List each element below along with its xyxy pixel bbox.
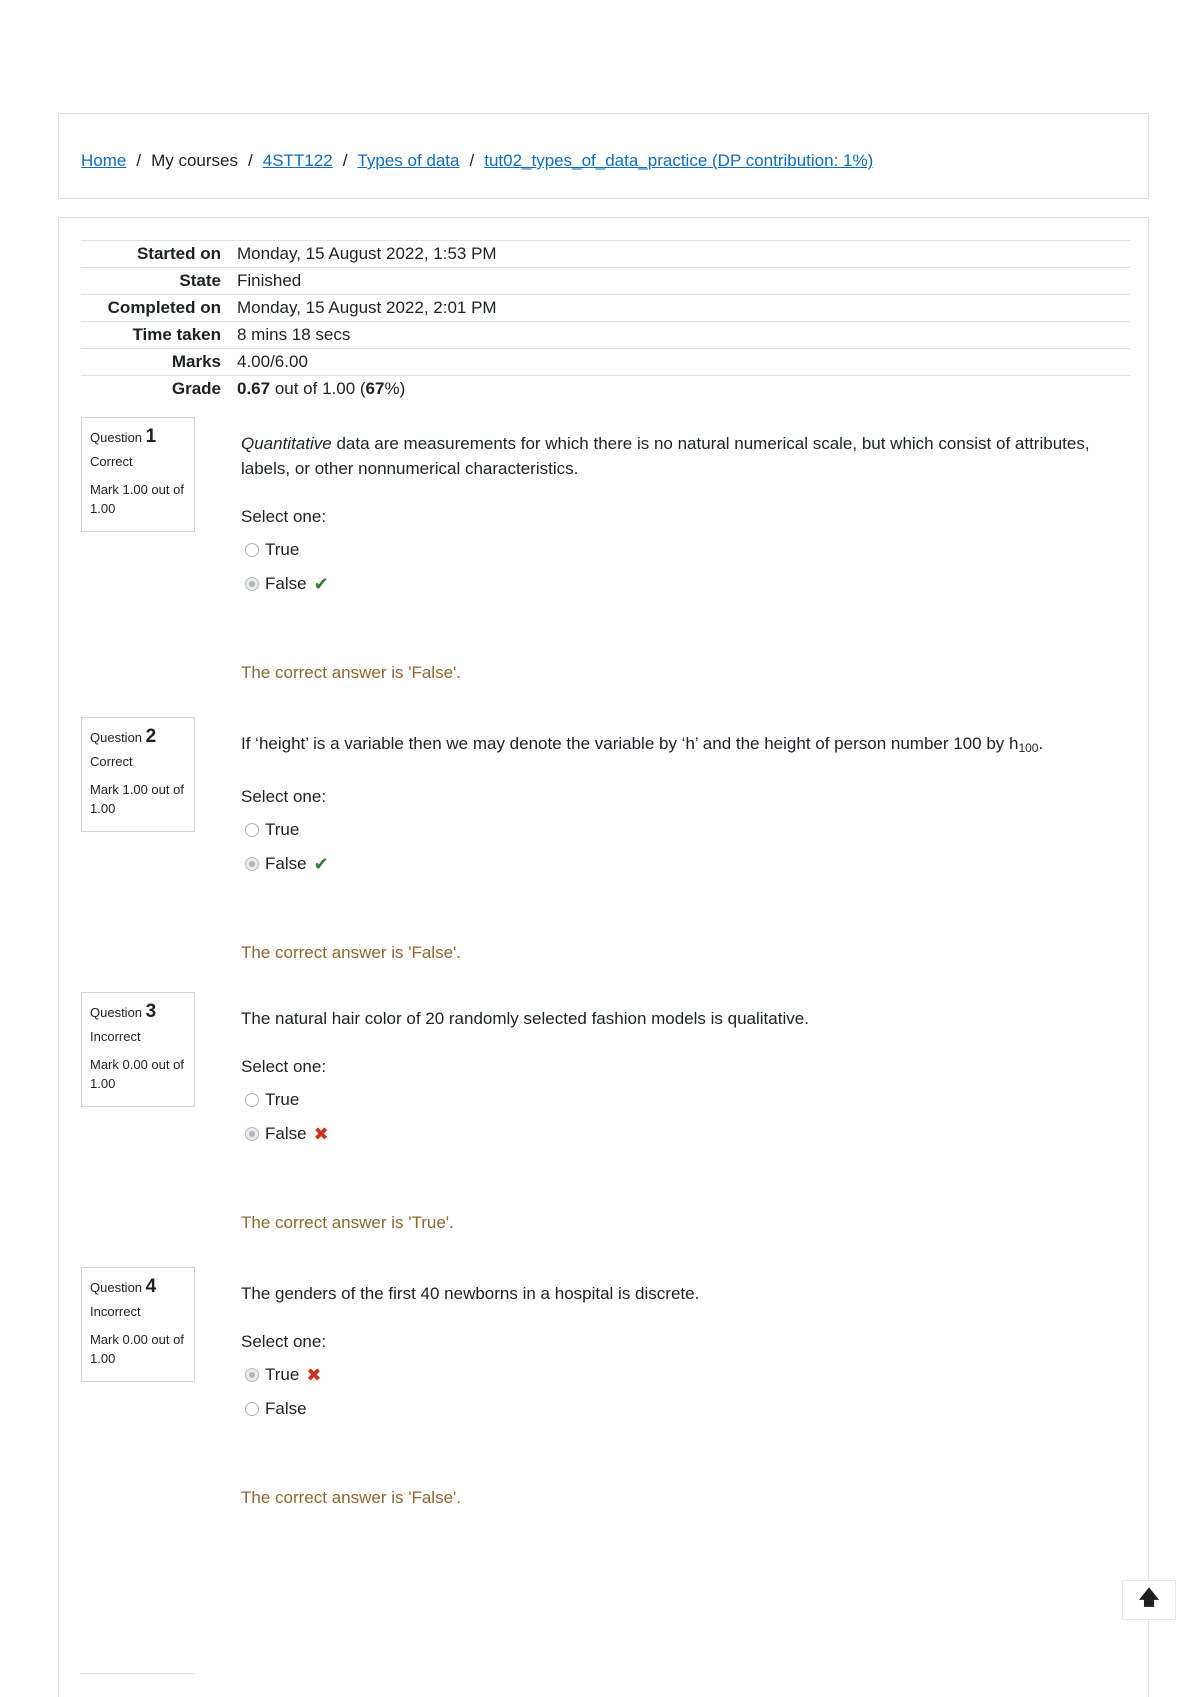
radio-false-checked[interactable] [245,577,259,591]
summary-row-started [81,240,1131,267]
quiz-review-region [58,217,1149,1697]
answer-options [241,533,1131,601]
breadcrumb-my-courses: My courses [151,151,239,170]
question-grade: Mark 1.00 out of 1.00 [90,782,184,816]
question-number-value: 2 [145,726,157,747]
correct-check-icon: ✔ [313,573,329,594]
question-state: Correct [90,754,133,769]
question-number [90,726,186,748]
radio-true[interactable] [245,823,259,837]
question-content [241,717,1131,963]
option-true-label: True [265,1090,300,1109]
question-number-value: 3 [145,1001,157,1022]
select-one-prompt: Select one: [241,507,327,526]
summary-row-marks [81,348,1131,375]
marks-label: Marks [171,352,221,371]
question-info [81,992,195,1107]
option-false[interactable] [241,1392,1131,1426]
question-number-value: 1 [145,426,157,447]
question-word: Question [90,430,143,445]
question-word: Question [90,1005,143,1020]
select-one-prompt: Select one: [241,1057,327,1076]
right-answer-feedback: The correct answer is 'False'. [241,663,462,682]
select-one-prompt: Select one: [241,1332,327,1351]
option-false-label: False [265,854,307,873]
question-info [81,1267,195,1382]
question-text-rest: data are measurements for which there is no natural numerical scale, but which consist of attributes, labels, or other nonnumerical characteristics. [241,434,1090,478]
summary-row-grade [81,375,1131,402]
answer-options [241,1083,1131,1151]
grade-value [236,379,405,399]
question-grade: Mark 0.00 out of 1.00 [90,1332,184,1366]
option-true[interactable] [241,1083,1131,1117]
option-false[interactable] [241,847,1131,881]
option-false-label: False [265,574,307,593]
radio-true[interactable] [245,1093,259,1107]
grade-mid: out of 1.00 ( [270,379,366,398]
state-value: Finished [237,271,302,290]
time-taken-label: Time taken [132,325,221,344]
question-text-end: . [1038,734,1044,753]
radio-false[interactable] [245,1402,259,1416]
next-question-stub-divider [80,1673,194,1674]
breadcrumb-home-link[interactable]: Home [81,151,127,170]
question-number [90,426,186,448]
right-answer-feedback: The correct answer is 'False'. [241,943,462,962]
breadcrumb-container [58,113,1149,199]
option-true[interactable] [241,1358,1131,1392]
question-text-subscript: 100 [1018,741,1039,755]
question-text-italic: Quantitative [241,434,332,453]
radio-true-checked[interactable] [245,1368,259,1382]
marks-value: 4.00/6.00 [237,352,308,371]
started-label: Started on [136,244,221,263]
breadcrumb-quiz-link[interactable]: tut02_types_of_data_practice (DP contribution: 1%) [484,151,874,170]
question-text: The natural hair color of 20 randomly selected fashion models is qualitative. [241,1009,809,1028]
grade-score: 0.67 [237,379,271,398]
question-state: Incorrect [90,1304,141,1319]
question-text: The genders of the first 40 newborns in a hospital is discrete. [241,1284,700,1303]
incorrect-cross-icon: ✖ [313,1123,329,1144]
state-label: State [179,271,221,290]
radio-true[interactable] [245,543,259,557]
question-content [241,1267,1131,1508]
question-number [90,1001,186,1023]
grade-end: %) [384,379,406,398]
question-text [241,731,1131,761]
grade-label: Grade [171,379,221,398]
option-true-label: True [265,1365,300,1384]
right-answer-feedback: The correct answer is 'False'. [241,1488,462,1507]
completed-value: Monday, 15 August 2022, 2:01 PM [237,298,497,317]
grade-percent: 67 [365,379,385,398]
radio-false-checked[interactable] [245,857,259,871]
question-word: Question [90,1280,143,1295]
question-info [81,717,195,832]
summary-row-completed [81,294,1131,321]
back-to-top-button[interactable] [1122,1580,1176,1620]
breadcrumb [81,151,873,171]
breadcrumb-separator: / [136,151,142,170]
breadcrumb-section-link[interactable]: Types of data [357,151,460,170]
question-grade: Mark 0.00 out of 1.00 [90,1057,184,1091]
option-true-label: True [265,820,300,839]
option-false[interactable] [241,567,1131,601]
question-grade: Mark 1.00 out of 1.00 [90,482,184,516]
option-false-label: False [265,1399,307,1418]
question-number-value: 4 [145,1276,157,1297]
breadcrumb-separator: / [342,151,348,170]
breadcrumb-course-link[interactable]: 4STT122 [262,151,333,170]
summary-row-state [81,267,1131,294]
incorrect-cross-icon: ✖ [306,1364,322,1385]
answer-options [241,813,1131,881]
correct-check-icon: ✔ [313,853,329,874]
question-info [81,417,195,532]
question-content [241,992,1131,1233]
breadcrumb-separator: / [469,151,475,170]
started-value: Monday, 15 August 2022, 1:53 PM [237,244,497,263]
summary-row-time [81,321,1131,348]
question-state: Correct [90,454,133,469]
breadcrumb-separator: / [248,151,253,170]
radio-false-checked[interactable] [245,1127,259,1141]
question-content [241,417,1131,683]
arrow-up-icon: 🡅 [1138,1587,1160,1609]
option-true-label: True [265,540,300,559]
question-state: Incorrect [90,1029,141,1044]
option-true[interactable] [241,813,1131,847]
question-text-main: If ‘height’ is a variable then we may denote the variable by ‘h’ and the height of person number 100 by h [241,734,1019,753]
question-number [90,1276,186,1298]
question-word: Question [90,730,143,745]
option-false-label: False [265,1124,307,1143]
completed-label: Completed on [107,298,221,317]
option-true[interactable] [241,533,1131,567]
attempt-summary-table [81,240,1131,402]
option-false[interactable] [241,1117,1131,1151]
right-answer-feedback: The correct answer is 'True'. [241,1213,454,1232]
time-taken-value: 8 mins 18 secs [237,325,351,344]
question-text [241,431,1131,481]
answer-options [241,1358,1131,1426]
select-one-prompt: Select one: [241,787,327,806]
